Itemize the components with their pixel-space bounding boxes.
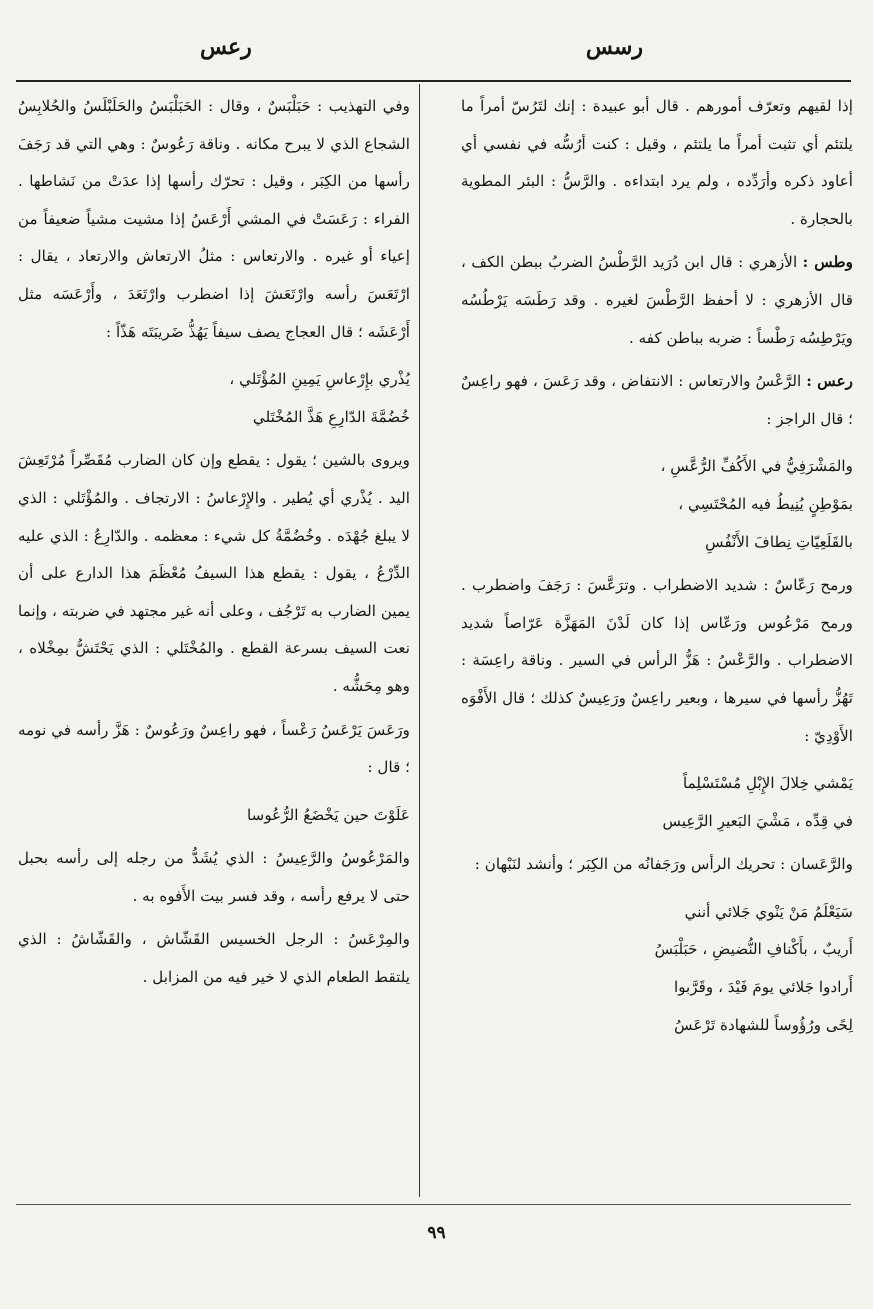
verse-line: يُذْري بإِرْعاسِ يَمِينِ المُؤْتَلي ، xyxy=(229,370,410,389)
left-column xyxy=(18,88,410,1003)
header-left-word: رعس xyxy=(200,34,252,60)
left-paragraph-2: ويروى بالشين ؛ يقول : يقطع وإن كان الضارب مُقَصِّراً مُرْتَعِشَ اليد . يُذْري أي يُطير . والإِرْعاسُ : الارتجاف . والمُؤْتَلي : الذي لا يبلغ جُهْدَه . وخُضُمَّةُ كل شيء : معظمه . والدّارِعُ : الذي عليه الدِّرْعُ ، يقول : يقطع هذا السيفُ مُعْظَمَ هذا الدارع على أن يمين الضارب به تَرْجُف ، وعلى أنه غير مجتهد في ضربته ، وإنما نعت السيف بسرعة القطع . والمُخْتَلي : الذي يَحْتَشُّ بمِخْلاه ، وهو مِحَشُّه . xyxy=(18,451,410,695)
entry-heading-res: رعس : xyxy=(806,372,854,391)
page-number: ٩٩ xyxy=(427,1223,446,1243)
left-paragraph-1: وفي التهذيب : حَبَلْبَسٌ ، وقال : الحَبَلْبَسُ والحَلَبْلَسُ والحُلابِسُ الشجاع الذي لا يبرح مكانه . وناقة رَعُوسٌ : وهي التي قد رَجَفَ رأسها من الكِبَر ، وقيل : تحرّك رأسها إذا عدَتْ من نَشاطها . الفراء : رَعَسَتْ في المشي أَرْعَسُ إذا مشيت مشياً ضعيفاً من إعياء أو غيره . والارتعاس : مثلُ الارتعاش والارتعاد ، يقال : ارْتَعَسَ رأسه وارْتَعَشَ إذا اضطرب وارْتَعَدَ ، وأَرْعَسَه مثل أَرْعَشَه ؛ قال العجاج يصف سيفاً يَهُذُّ ضَريبَتَه هَذّاً : xyxy=(18,97,410,341)
verse-line: سَيَعْلَمُ مَنْ يَنْوي جَلائي أنني xyxy=(684,902,853,921)
entry-heading-wts: وطس : xyxy=(802,253,853,272)
verse-line: خُضُمَّةَ الدّارِعِ هَذَّ المُخْتَلي xyxy=(252,407,410,426)
verse-line: بالقَلَعِيّاتِ نِطافَ الأَنْفُسِ xyxy=(705,532,853,551)
bottom-rule xyxy=(16,1204,851,1205)
entry-wts xyxy=(461,244,853,357)
verse-line: عَلَوْتَ حين يَخْضَعُ الرُّعُوسا xyxy=(246,805,410,824)
verse-line: بمَوْطِنٍ يُنِيطُ فيه المُحْتَسِي ، xyxy=(678,494,853,513)
left-paragraph-3: ورَعَسَ يَرْعَسُ رَعْساً ، فهو راعِسٌ ورَعُوسٌ : هَزَّ رأسه في نومه ؛ قال : xyxy=(18,720,410,777)
left-paragraph-5: والمِرْعَسُ : الرجل الخسيس القَشّاش ، والقَشّاشُ : الذي يلتقط الطعام الذي لا خير فيه من المزابل . xyxy=(18,930,410,987)
right-paragraph-1: إذا لقيهم وتعرّف أمورهم . قال أبو عبيدة : إنك لتَرُسّ أمراً ما يلتئم أي تثبت أمراً ما يلتئم ، وقيل : كنت أرُسُّه في نفسي أي أعاود ذكره وأرَدِّده ، ولم يرد ابتداءه . والرَّسُّ : البئر المطوية بالحجارة . xyxy=(461,97,853,228)
header-right-word: رسس xyxy=(585,34,643,60)
entry-body-res: الرَّعْسُ والارتعاس : الانتفاض ، وقد رَعَسَ ، فهو راعِسٌ ؛ قال الراجز : xyxy=(461,372,853,428)
entry-body-wts: الأزهري : قال ابن دُرَيد الرَّطْسُ الضربُ ببطن الكف ، قال الأزهري : لا أحفظ الرَّطْسَ لغيره . وقد رَطَسَه يَرْطُسُه ويَرْطِسُه رَطْساً : ضربه بباطن كفه . xyxy=(461,253,853,347)
left-paragraph-4: والمَرْعُوسُ والرَّعِيسُ : الذي يُشَدُّ من رجله إلى رأسه بحبل حتى لا يرفع رأسه ، وقد فسر بيت الأَفوه به . xyxy=(18,849,410,905)
verse-line: أَرادوا جَلائي يومَ فَيْدَ ، وقَرَّبوا xyxy=(673,978,853,997)
verse-line: في قِدِّه ، مَشْيَ البَعيرِ الرَّعِيس xyxy=(662,811,853,830)
right-column xyxy=(461,88,853,1050)
verse-line: يَمْشي خِلالَ الإِبْلِ مُسْتَسْلِماً xyxy=(682,774,853,793)
right-paragraph-3: والرَّعَسان : تحريك الرأس ورَجَفانُه من الكِبَر ؛ وأنشد لنَبْهان : xyxy=(474,855,853,874)
entry-res xyxy=(461,363,853,438)
verse-line: أَريبٌ ، بأَكْنافِ النُّضيضِ ، حَبَلْبَسُ xyxy=(654,940,853,959)
verse-line: لِحًى ورُؤُوساً للشهادة تَرْعَسُ xyxy=(674,1015,853,1034)
right-paragraph-2: ورمح رَعّاسٌ : شديد الاضطراب . وترَعَّسَ : رَجَفَ واضطرب . ورمح مَرْعُوس ورَعّاس إذا كان لَدْنَ المَهَزَّة عَرّاصاً شديد الاضطراب . والرَّعْسُ : هَزُّ الرأس في السير . وناقة راعِسَة : تَهُزُّ رأسها في سيرها ، وبعير راعِسٌ ورَعِيسٌ كذلك ؛ قال الأَفْوَه الأَوْدِيّ : xyxy=(461,576,853,745)
column-divider xyxy=(419,84,420,1197)
top-rule xyxy=(16,80,851,82)
verse-line: والمَشْرَفِيُّ في الأَكُفِّ الرُّعَّسِ ، xyxy=(660,457,853,476)
